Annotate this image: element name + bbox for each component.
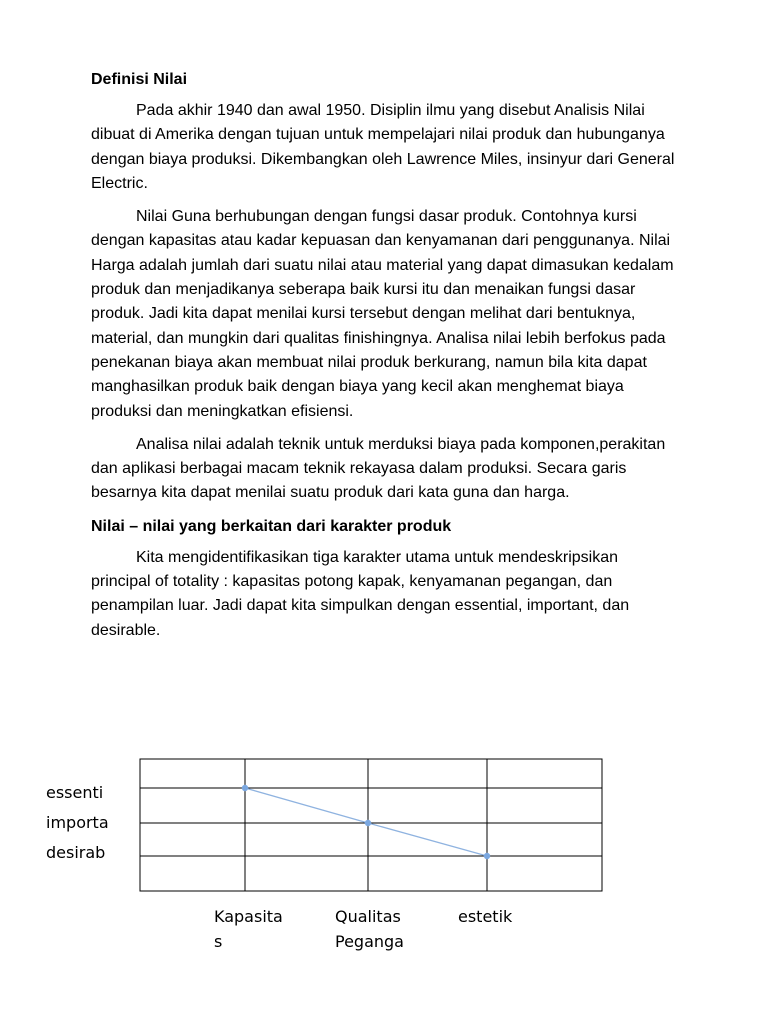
paragraph-1: Pada akhir 1940 dan awal 1950. Disiplin ilmu yang disebut Analisis Nilai dibuat di Amerika dengan tujuan untuk mempelajari nilai produk dan hubunganya dengan biaya produksi. Dikembangkan oleh Lawrence Miles, insinyur dari General Electric. xyxy=(91,102,675,192)
value-point-estetik xyxy=(484,853,490,859)
col-label-qualitas-line1: Qualitas xyxy=(335,907,401,926)
paragraph-3: Analisa nilai adalah teknik untuk merduksi biaya pada komponen,perakitan dan aplikasi berbagai macam teknik rekayasa dalam produksi. Secara garis besarnya kita dapat menilai suatu produk dari kata guna dan harga. xyxy=(91,435,666,502)
paragraph-2: Nilai Guna berhubungan dengan fungsi dasar produk. Contohnya kursi dengan kapasitas atau kadar kepuasan dan kenyamanan dari penggunanya. Nilai Harga adalah jumlah dari suatu nilai atau material yang dapat dimasukan kedalam produk dan menjadikanya seberapa baik kursi itu dan menaikan fungsi dasar produk. Jadi kita dapat menilai kursi tersebut dengan melihat dari bentuknya, material, dan mungkin dari qualitas finishingnya. Analisa nilai lebih berfokus pada penekanan biaya akan membuat nilai produk berkurang, namun bila kita dapat manghasilkan produk baik dengan biaya yang kecil akan menghemat biaya produksi dan meningkatkan efisiensi. xyxy=(91,208,674,420)
col-label-kapasitas-line2: s xyxy=(214,932,223,951)
heading-definisi-nilai: Definisi Nilai xyxy=(91,71,188,88)
paragraph-4: Kita mengidentifikasikan tiga karakter utama untuk mendeskripsikan principal of totality : kapasitas potong kapak, kenyamanan pegangan, dan penampilan luar. Jadi dapat kita simpulkan dengan essential, important, dan desirable. xyxy=(91,548,630,639)
heading-nilai-karakter: Nilai – nilai yang berkaitan dari karakter produk xyxy=(91,517,452,535)
row-label-desirable: desirab xyxy=(46,843,106,862)
col-label-kapasitas-line1: Kapasita xyxy=(214,907,283,926)
row-label-important: importa xyxy=(46,813,109,832)
value-line xyxy=(245,788,487,856)
value-point-qualitas xyxy=(365,820,371,826)
document-body xyxy=(91,68,681,652)
value-point-kapasitas xyxy=(242,785,248,791)
col-label-estetik: estetik xyxy=(458,907,513,926)
col-label-qualitas-line2: Peganga xyxy=(335,932,404,951)
grid-frame xyxy=(140,759,602,891)
row-label-essential: essenti xyxy=(46,783,104,802)
